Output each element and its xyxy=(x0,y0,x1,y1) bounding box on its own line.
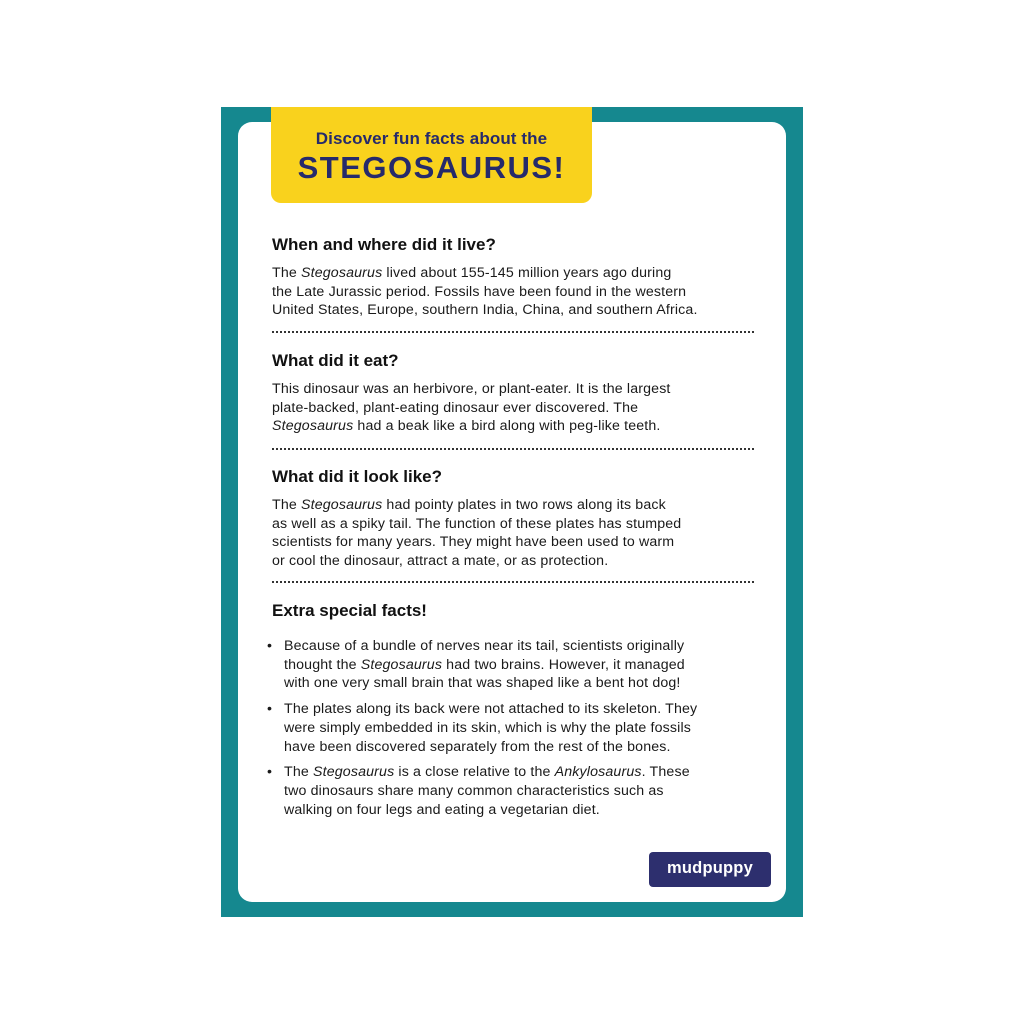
section-heading: Extra special facts! xyxy=(272,601,427,620)
section-body: The Stegosaurus had pointy plates in two rows along its back as well as a spiky tail. The function of these plates has stumped scientists for many years. They might have been used to warm or cool the dinosaur, attract a mate, or as protection. xyxy=(272,497,682,570)
list-item xyxy=(267,763,772,819)
title-banner xyxy=(271,107,592,203)
banner-title: STEGOSAURUS! xyxy=(297,150,566,185)
section-extra-facts xyxy=(267,601,772,826)
dotted-divider xyxy=(272,448,754,450)
list-item-text: The Stegosaurus is a close relative to the Ankylosaurus. These two dinosaurs share many common characteristics such as walking on four legs and eating a vegetarian diet. xyxy=(284,764,690,818)
mudpuppy-logo: mudpuppy xyxy=(649,852,771,887)
section-appearance xyxy=(272,467,772,571)
facts-list xyxy=(267,637,772,819)
banner-subtitle: Discover fun facts about the xyxy=(315,129,548,148)
section-diet xyxy=(272,351,772,436)
bullet-icon: • xyxy=(267,764,273,781)
section-heading: When and where did it live? xyxy=(272,235,496,254)
bullet-icon: • xyxy=(267,701,273,718)
section-heading: What did it look like? xyxy=(272,467,442,486)
section-body: This dinosaur was an herbivore, or plant-eater. It is the largest plate-backed, plant-eating dinosaur ever discovered. The Stegosaurus had a beak like a bird along with peg-like teeth. xyxy=(272,381,671,435)
bullet-icon: • xyxy=(267,638,273,654)
list-item xyxy=(267,700,772,756)
list-item xyxy=(267,637,772,693)
section-when-where xyxy=(272,235,772,320)
list-item-text: Because of a bundle of nerves near its tail, scientists originally thought the Stegosaurus had two brains. However, it managed with one very small brain that was shaped like a bent hot dog! xyxy=(284,638,685,692)
list-item-text: The plates along its back were not attached to its skeleton. They were simply embedded in its skin, which is why the plate fossils have been discovered separately from the rest of the bones. xyxy=(284,701,698,755)
dotted-divider xyxy=(272,331,754,333)
section-body: The Stegosaurus lived about 155-145 million years ago during the Late Jurassic period. Fossils have been found in the western United States, Europe, southern India, China, and southern Africa. xyxy=(272,265,698,319)
dotted-divider xyxy=(272,581,754,583)
section-heading: What did it eat? xyxy=(272,351,399,370)
